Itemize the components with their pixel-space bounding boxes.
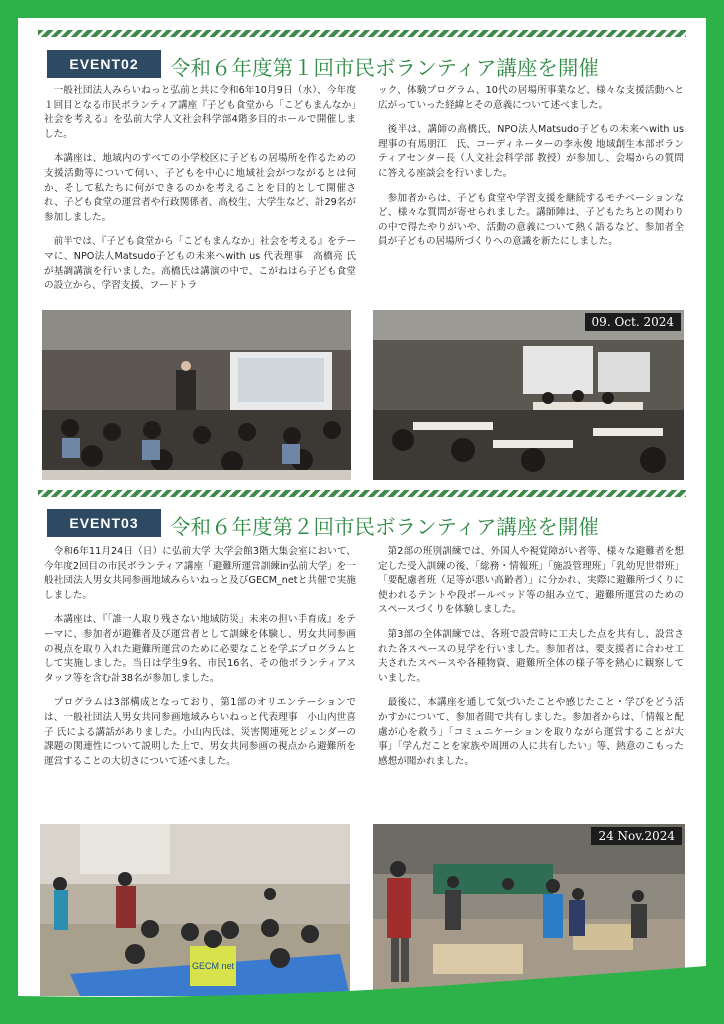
paragraph: 本講座は、地域内のすべての小学校区に子どもの居場所を作るための支援活動等について伺い、子どもを中心に地域社会がつながるとは何か、そして私たちに何ができるのかを考えることを目的として開催され、子ども食堂の運営者や行政関係者、高校生、大学生など、計29名が参加しました。: [44, 153, 356, 223]
paragraph: ック、体験プログラム、10代の居場所事業など、様々な支援活動へと広がっていった経緯とその意義について述べました。: [378, 85, 684, 111]
decorative-stripe: [38, 490, 686, 497]
event-badge: EVENT02: [47, 50, 161, 78]
event2-left-column: [44, 84, 356, 304]
event-title: 令和６年度第１回市民ボランティア講座を開催: [170, 56, 599, 80]
photo-date-label: 24 Nov.2024: [591, 827, 682, 845]
paragraph: 後半は、講師の高橋氏、NPO法人Matsudo子どもの未来へwith us理事の有馬朋江 氏、コーディネーターの李永俊 地域創生本部ボランティアセンター長（人文社会科学部 教授）が参加し、会場からの質問に答える座談会を行いました。: [378, 124, 684, 179]
event-badge: EVENT03: [47, 509, 161, 537]
lecture-photo: [42, 310, 351, 480]
page-sheet: [18, 18, 706, 1006]
paragraph: 第2部の班別訓練では、外国人や視覚障がい者等、様々な避難者を想定した受入訓練の後、「総務・情報班」「施設管理班」「乳幼児世帯班」「要配慮者班（足等が悪い高齢者）」に分かれ、実際に避難所づくりに使われるテントや段ボールベッド等の組み立て、避難所運営のためのスペースづくりを体験しました。: [378, 546, 684, 616]
paragraph: 参加者からは、子ども食堂や学習支援を継続するモチベーションなど、様々な質問が寄せられました。講師陣は、子どもたちとの関わりの中で得たやりがいや、活動の意義について熱く語るなど、参加者全員が子どもの居場所づくりへの意識を新たにしました。: [378, 192, 684, 248]
paragraph: プログラムは3部構成となっており、第1部のオリエンテーションでは、一般社団法人男女共同参画地域みらいねっと代表理事 小山内世喜子 氏による講話がありました。小山内氏は、災害関連死とジェンダーの課題の関連性について説明した上で、男女共同参画の視点から避難所を運営することの大切さについて述べました。: [44, 697, 356, 767]
decorative-stripe: [38, 30, 686, 37]
event3-left-column: [44, 545, 356, 779]
decorative-wave: [18, 966, 706, 1006]
paragraph: 前半では、『子ども食堂から「こどもまんなか」社会を考える』をテーマに、NPO法人Matsudo子どもの未来へwith us 代表理事 高橋亮 氏が基調講演を行いました。高橋氏は講演の中で、こがねはら子ども食堂の設立から、学習支援、フードトラ: [44, 236, 356, 292]
event3-right-column: [378, 545, 684, 779]
paragraph: 最後に、本講座を通して気づいたことや感じたこと・学びをどう活かすかについて、参加者間で共有しました。参加者からは、「情報と配慮が心を救う」「コミュニケーションを取りながら運営することが大事」「学んだことを家族や周囲の人に共有したい」等、熱意のこもった感想が聞かれました。: [378, 697, 684, 767]
photo-date-label: 09. Oct. 2024: [585, 313, 681, 331]
discussion-photo: [373, 310, 684, 480]
paragraph: 一般社団法人みらいねっと弘前と共に令和6年10月9日（水）、今年度１回目となる市民ボランティア講座『子ども食堂から「こどもまんなか」社会を考える』を弘前大学人文社会科学部4階多目的ホールで開催しました。: [44, 85, 356, 140]
paragraph: 第3部の全体訓練では、各班で設営時に工夫した点を共有し、設営された各スペースの見学を行いました。参加者は、要支援者に合わせ工夫されたスペースや各種物資、避難所全体の様子等を熱心に観察していました。: [378, 628, 684, 684]
paragraph: 令和6年11月24日（日）に弘前大学 大学会館3階大集会室において、今年度2回目の市民ボランティア講座「避難所運営訓練in弘前大学」を一般社団法人男女共同参画地域みらいねっと及びGECM_netと共催で実施しました。: [44, 546, 356, 601]
vest-text: GECM net: [191, 961, 235, 971]
event2-right-column: [378, 84, 684, 260]
paragraph: 本講座は、『「誰一人取り残さない地域防災」未来の担い手育成』をテーマに、参加者が避難者及び運営者として訓練を体験し、男女共同参画の視点を取り入れた避難所運営のために必要なことを学ぶプログラムとして実施しました。当日は学生9名、市民16名、その他ボランティアスタッフ等を含む計38名が参加しました。: [44, 614, 356, 684]
event-title: 令和６年度第２回市民ボランティア講座を開催: [170, 515, 599, 539]
